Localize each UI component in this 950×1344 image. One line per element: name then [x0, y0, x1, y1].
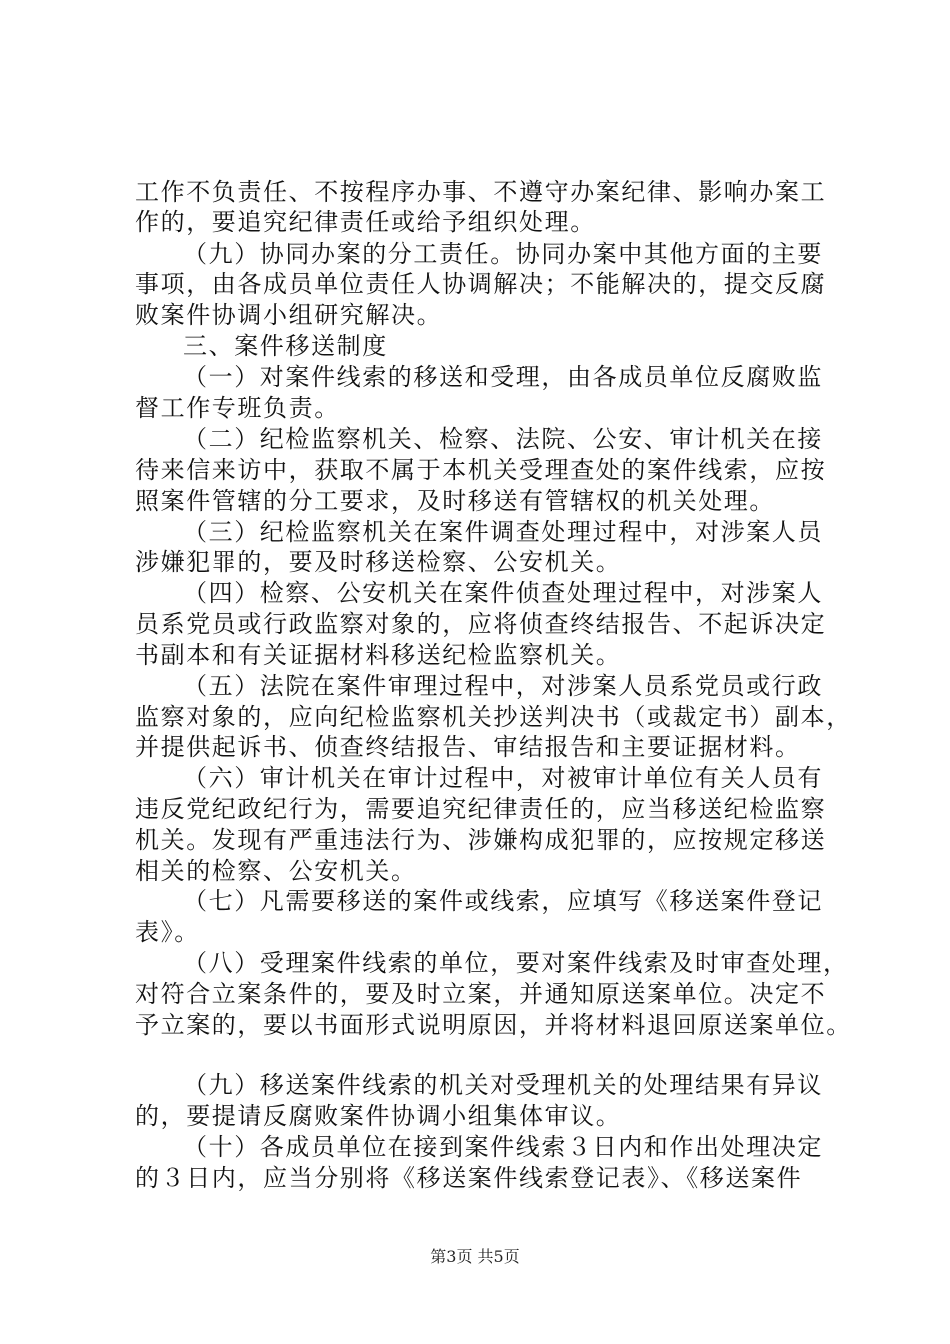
text-line: 涉嫌犯罪的，要及时移送检察、公安机关。 — [135, 548, 622, 576]
text-line: （一）对案件线索的移送和受理，由各成员单位反腐败监 — [183, 363, 823, 391]
text-line: 予立案的，要以书面形式说明原因，并将材料退回原送案单位。 — [135, 1011, 852, 1039]
text-line: （五）法院在案件审理过程中，对涉案人员系党员或行政 — [183, 672, 823, 700]
text-line: （十）各成员单位在接到案件线索３日内和作出处理决定 — [183, 1133, 823, 1161]
text-line: 照案件管辖的分工要求，及时移送有管辖权的机关处理。 — [135, 487, 775, 515]
text-line: 的３日内，应当分别将《移送案件线索登记表》、《移送案件 — [135, 1164, 803, 1192]
text-line: （二）纪检监察机关、检察、法院、公安、审计机关在接 — [183, 425, 823, 453]
text-line: 相关的检察、公安机关。 — [135, 857, 417, 885]
text-line: （七）凡需要移送的案件或线索，应填写《移送案件登记 — [183, 887, 823, 915]
text-line: 员系党员或行政监察对象的，应将侦查终结报告、不起诉决定 — [135, 610, 827, 638]
text-line: 对符合立案条件的，要及时立案，并通知原送案单位。决定不 — [135, 980, 827, 1008]
text-line: 工作不负责任、不按程序办事、不遵守办案纪律、影响办案工 — [135, 178, 827, 206]
text-line: （八）受理案件线索的单位，要对案件线索及时审查处理， — [183, 949, 849, 977]
text-line: 监察对象的，应向纪检监察机关抄送判决书（或裁定书）副本， — [135, 703, 852, 731]
text-line: 败案件协调小组研究解决。 — [135, 301, 443, 329]
text-line: （四）检察、公安机关在案件侦查处理过程中，对涉案人 — [183, 579, 823, 607]
text-line: 并提供起诉书、侦查终结报告、审结报告和主要证据材料。 — [135, 733, 801, 761]
text-line: 机关。发现有严重违法行为、涉嫌构成犯罪的，应按规定移送 — [135, 826, 827, 854]
text-line: （三）纪检监察机关在案件调查处理过程中，对涉案人员 — [183, 518, 823, 546]
text-line: 书副本和有关证据材料移送纪检监察机关。 — [135, 641, 622, 669]
text-line: 事项，由各成员单位责任人协调解决；不能解决的，提交反腐 — [135, 270, 827, 298]
text-line: 待来信来访中，获取不属于本机关受理查处的案件线索，应按 — [135, 456, 827, 484]
text-line: 表》。 — [135, 918, 200, 946]
text-line: 督工作专班负责。 — [135, 394, 340, 422]
text-line: （九）移送案件线索的机关对受理机关的处理结果有异议 — [183, 1071, 823, 1099]
text-line: 违反党纪政纪行为，需要追究纪律责任的，应当移送纪检监察 — [135, 795, 827, 823]
section-heading: 三、案件移送制度 — [183, 332, 388, 360]
text-line: 作的，要追究纪律责任或给予组织处理。 — [135, 208, 596, 236]
text-line: （六）审计机关在审计过程中，对被审计单位有关人员有 — [183, 764, 823, 792]
text-line: 的，要提请反腐败案件协调小组集体审议。 — [135, 1102, 622, 1130]
text-line: （九）协同办案的分工责任。协同办案中其他方面的主要 — [183, 240, 823, 268]
page-number-footer: 第3页 共5页 — [430, 1247, 520, 1266]
